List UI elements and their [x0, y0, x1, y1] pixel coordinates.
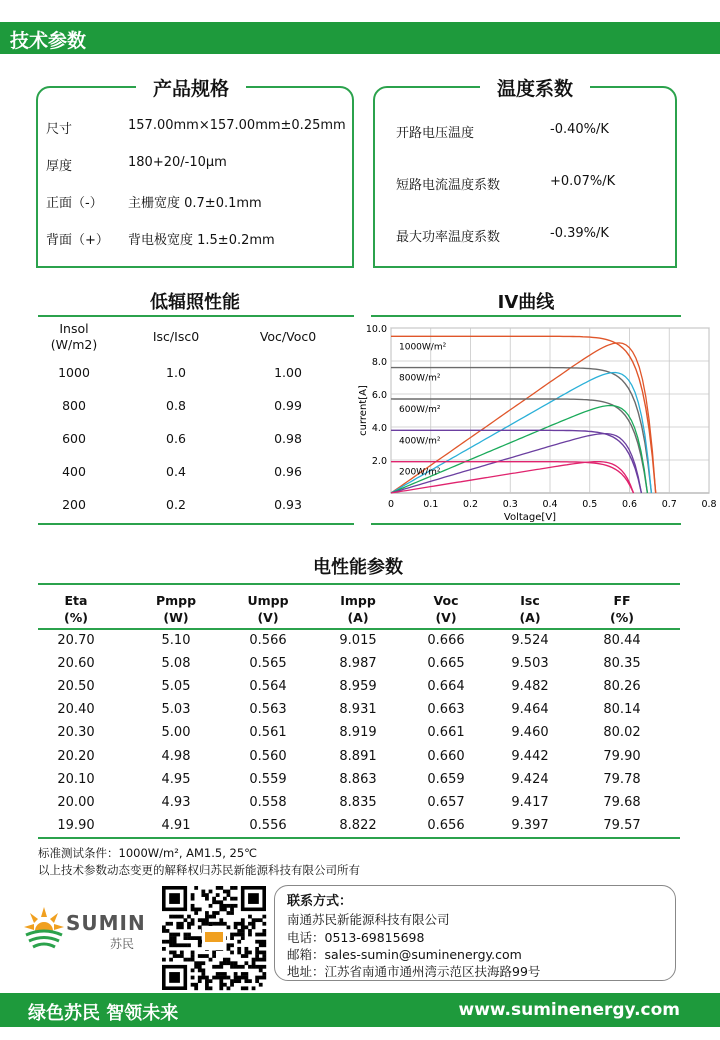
electrical-top-line	[38, 583, 680, 585]
spec-label: 厚度	[46, 159, 73, 174]
electrical-header-name: FF	[613, 593, 631, 608]
electrical-header-name: Eta	[64, 593, 88, 608]
disclaimer-note: 以上技术参数动态变更的解释权归苏民新能源科技有限公司所有	[38, 863, 360, 877]
electrical-cell: 20.70	[57, 633, 95, 648]
header-title: 技术参数	[10, 30, 87, 52]
electrical-cell: 0.666	[427, 633, 465, 648]
spec-label: 背面（+）	[46, 233, 109, 248]
product-spec-title: 产品规格	[136, 74, 246, 101]
electrical-cell: 19.90	[57, 817, 95, 833]
temp-label: 最大功率温度系数	[396, 230, 501, 245]
series-label: 600W/m²	[399, 404, 441, 415]
logo-brand-cn: 苏民	[110, 937, 135, 951]
electrical-cell: 9.460	[511, 725, 549, 741]
low-irr-cell: 200	[62, 497, 86, 512]
electrical-cell: 0.563	[249, 702, 287, 718]
electrical-header-unit: (%)	[64, 610, 88, 625]
header-bar	[0, 22, 720, 54]
electrical-cell: 80.44	[603, 633, 641, 648]
test-conditions-note: 标准测试条件：1000W/m², AM1.5, 25℃	[38, 846, 258, 860]
contact-box	[274, 885, 676, 981]
series-label: 400W/m²	[399, 436, 441, 447]
electrical-cell: 9.464	[511, 702, 549, 718]
electrical-header-unit: (V)	[257, 610, 279, 625]
spec-label: 正面（-）	[46, 196, 103, 211]
electrical-header-unit: (A)	[519, 610, 541, 625]
x-tick-label: 0.8	[701, 499, 717, 510]
electrical-cell: 0.565	[249, 656, 287, 672]
electrical-cell: 20.60	[57, 656, 95, 672]
contact-address: 地址：江苏省南通市通州湾示范区扶海路99号	[287, 964, 541, 979]
low-irr-cell: 1.0	[166, 365, 186, 380]
electrical-cell: 0.656	[427, 817, 465, 833]
low-irr-header: Voc/Voc0	[259, 329, 317, 344]
electrical-cell: 8.863	[339, 771, 377, 787]
iv-top-line	[371, 315, 681, 317]
electrical-cell: 0.558	[249, 794, 287, 810]
electrical-cell: 20.00	[57, 794, 95, 810]
footer-bar	[0, 993, 720, 1027]
electrical-cell: 5.10	[161, 633, 191, 648]
electrical-cell: 0.566	[249, 633, 287, 648]
x-axis-label: Voltage[V]	[503, 512, 557, 523]
qr-code-image	[162, 886, 266, 990]
electrical-cell: 80.26	[603, 679, 641, 695]
electrical-cell: 4.95	[161, 771, 191, 787]
temp-label: 短路电流温度系数	[396, 178, 501, 193]
iv-chart	[352, 318, 717, 524]
low-irr-cell: 0.6	[166, 431, 186, 446]
x-tick-label: 0.3	[502, 499, 518, 510]
electrical-cell: 8.822	[339, 817, 377, 833]
electrical-cell: 0.663	[427, 702, 465, 718]
x-tick-label: 0.5	[582, 499, 598, 510]
electrical-cell: 9.417	[511, 794, 549, 810]
electrical-cell: 8.835	[339, 794, 377, 810]
footer-website[interactable]: www.suminenergy.com	[458, 1000, 680, 1020]
x-tick-label: 0.7	[661, 499, 677, 510]
low-irradiance-bottom-line	[38, 523, 354, 525]
electrical-cell: 5.05	[161, 679, 191, 695]
spec-value: 157.00mm×157.00mm±0.25mm	[128, 118, 346, 133]
contact-email: 邮箱：sales-sumin@suminenergy.com	[287, 947, 522, 962]
y-axis-label: current[A]	[358, 385, 369, 436]
electrical-header-name: Pmpp	[155, 593, 197, 608]
low-irr-cell: 0.98	[274, 431, 302, 446]
y-tick-label: 6.0	[371, 390, 387, 401]
low-irr-cell: 0.99	[274, 398, 302, 413]
electrical-cell: 8.931	[339, 702, 377, 718]
electrical-cell: 8.987	[339, 656, 377, 672]
electrical-cell: 0.561	[249, 725, 287, 741]
electrical-cell: 0.661	[427, 725, 465, 741]
low-irr-header: Insol (W/m2)	[50, 321, 98, 352]
electrical-cell: 5.00	[161, 725, 191, 741]
electrical-cell: 79.57	[603, 817, 641, 833]
low-irr-cell: 1.00	[274, 365, 302, 380]
x-tick-label: 0.6	[621, 499, 638, 510]
y-tick-label: 2.0	[371, 456, 387, 467]
low-irr-cell: 1000	[58, 365, 90, 380]
electrical-title: 电性能参数	[313, 557, 403, 578]
electrical-header-line	[38, 628, 680, 630]
electrical-cell: 0.560	[249, 748, 287, 764]
sumin-logo	[22, 905, 152, 955]
temp-value: -0.40%/K	[550, 122, 609, 137]
spec-value: 背电极宽度 1.5±0.2mm	[128, 233, 275, 248]
y-tick-label: 4.0	[371, 423, 387, 434]
x-tick-label: 0.1	[423, 499, 439, 510]
electrical-cell: 20.50	[57, 679, 95, 695]
electrical-cell: 0.556	[249, 817, 287, 833]
electrical-cell: 0.660	[427, 748, 465, 764]
electrical-cell: 9.442	[511, 748, 549, 764]
electrical-cell: 80.35	[603, 656, 641, 672]
spec-value: 主栅宽度 0.7±0.1mm	[128, 196, 262, 211]
electrical-cell: 79.90	[603, 748, 641, 764]
series-label: 1000W/m²	[399, 342, 447, 353]
temperature-title: 温度系数	[480, 74, 590, 101]
electrical-cell: 9.524	[511, 633, 549, 648]
x-tick-label: 0.2	[462, 499, 479, 510]
temp-label: 开路电压温度	[396, 126, 475, 141]
electrical-cell: 9.482	[511, 679, 549, 695]
series-label: 200W/m²	[399, 467, 441, 478]
electrical-cell: 5.03	[161, 702, 191, 718]
electrical-cell: 0.659	[427, 771, 465, 787]
electrical-cell: 8.919	[339, 725, 377, 741]
spec-label: 尺寸	[46, 122, 73, 137]
sun-icon	[22, 905, 66, 949]
electrical-cell: 4.93	[161, 794, 191, 810]
electrical-bottom-line	[38, 837, 680, 839]
electrical-cell: 79.78	[603, 771, 641, 787]
low-irr-cell: 0.4	[166, 464, 186, 479]
electrical-cell: 79.68	[603, 794, 641, 810]
electrical-cell: 80.02	[603, 725, 641, 741]
electrical-cell: 0.665	[427, 656, 465, 672]
y-tick-label: 10.0	[365, 324, 387, 335]
low-irr-cell: 0.2	[166, 497, 186, 512]
low-irradiance-title: 低辐照性能	[150, 292, 240, 313]
electrical-cell: 20.40	[57, 702, 95, 718]
contact-phone: 电话：0513-69815698	[287, 930, 425, 945]
iv-curve-title: IV曲线	[497, 292, 555, 313]
electrical-cell: 0.664	[427, 679, 465, 695]
low-irradiance-top-line	[38, 315, 354, 317]
electrical-header-name: Umpp	[247, 593, 289, 608]
series-label: 800W/m²	[399, 373, 441, 384]
low-irr-cell: 0.96	[274, 464, 302, 479]
electrical-cell: 8.891	[339, 748, 377, 764]
contact-title: 联系方式：	[287, 894, 353, 909]
contact-company: 南通苏民新能源科技有限公司	[287, 912, 450, 927]
electrical-header-name: Impp	[340, 593, 376, 608]
x-tick-label: 0.4	[542, 499, 558, 510]
electrical-cell: 20.20	[57, 748, 95, 764]
low-irr-header: Isc/Isc0	[152, 329, 200, 344]
low-irr-cell: 0.8	[166, 398, 186, 413]
low-irr-cell: 400	[62, 464, 86, 479]
low-irr-cell: 600	[62, 431, 86, 446]
qr-code	[162, 886, 266, 990]
logo-brand: SUMIN	[66, 911, 146, 935]
electrical-cell: 9.397	[511, 817, 549, 833]
temp-value: +0.07%/K	[550, 174, 616, 189]
footer-slogan: 绿色苏民 智领未来	[28, 1003, 179, 1024]
electrical-header-unit: (V)	[435, 610, 457, 625]
electrical-header-unit: (A)	[347, 610, 369, 625]
electrical-cell: 9.503	[511, 656, 549, 672]
electrical-cell: 9.015	[339, 633, 377, 648]
temp-value: -0.39%/K	[550, 226, 609, 241]
electrical-header-unit: (W)	[163, 610, 189, 625]
electrical-cell: 20.10	[57, 771, 95, 787]
electrical-cell: 0.564	[249, 679, 287, 695]
electrical-cell: 0.657	[427, 794, 465, 810]
electrical-header-unit: (%)	[610, 610, 634, 625]
spec-value: 180+20/-10μm	[128, 155, 227, 170]
electrical-header-name: Voc	[433, 593, 459, 608]
electrical-cell: 5.08	[161, 656, 191, 672]
electrical-header-name: Isc	[520, 593, 540, 608]
electrical-cell: 8.959	[339, 679, 377, 695]
electrical-cell: 9.424	[511, 771, 549, 787]
low-irr-cell: 800	[62, 398, 86, 413]
electrical-cell: 20.30	[57, 725, 95, 741]
electrical-cell: 80.14	[603, 702, 641, 718]
electrical-cell: 4.98	[161, 748, 191, 764]
electrical-cell: 4.91	[161, 817, 191, 833]
x-tick-label: 0	[387, 499, 395, 510]
low-irr-cell: 0.93	[274, 497, 302, 512]
electrical-cell: 0.559	[249, 771, 287, 787]
y-tick-label: 8.0	[371, 357, 387, 368]
